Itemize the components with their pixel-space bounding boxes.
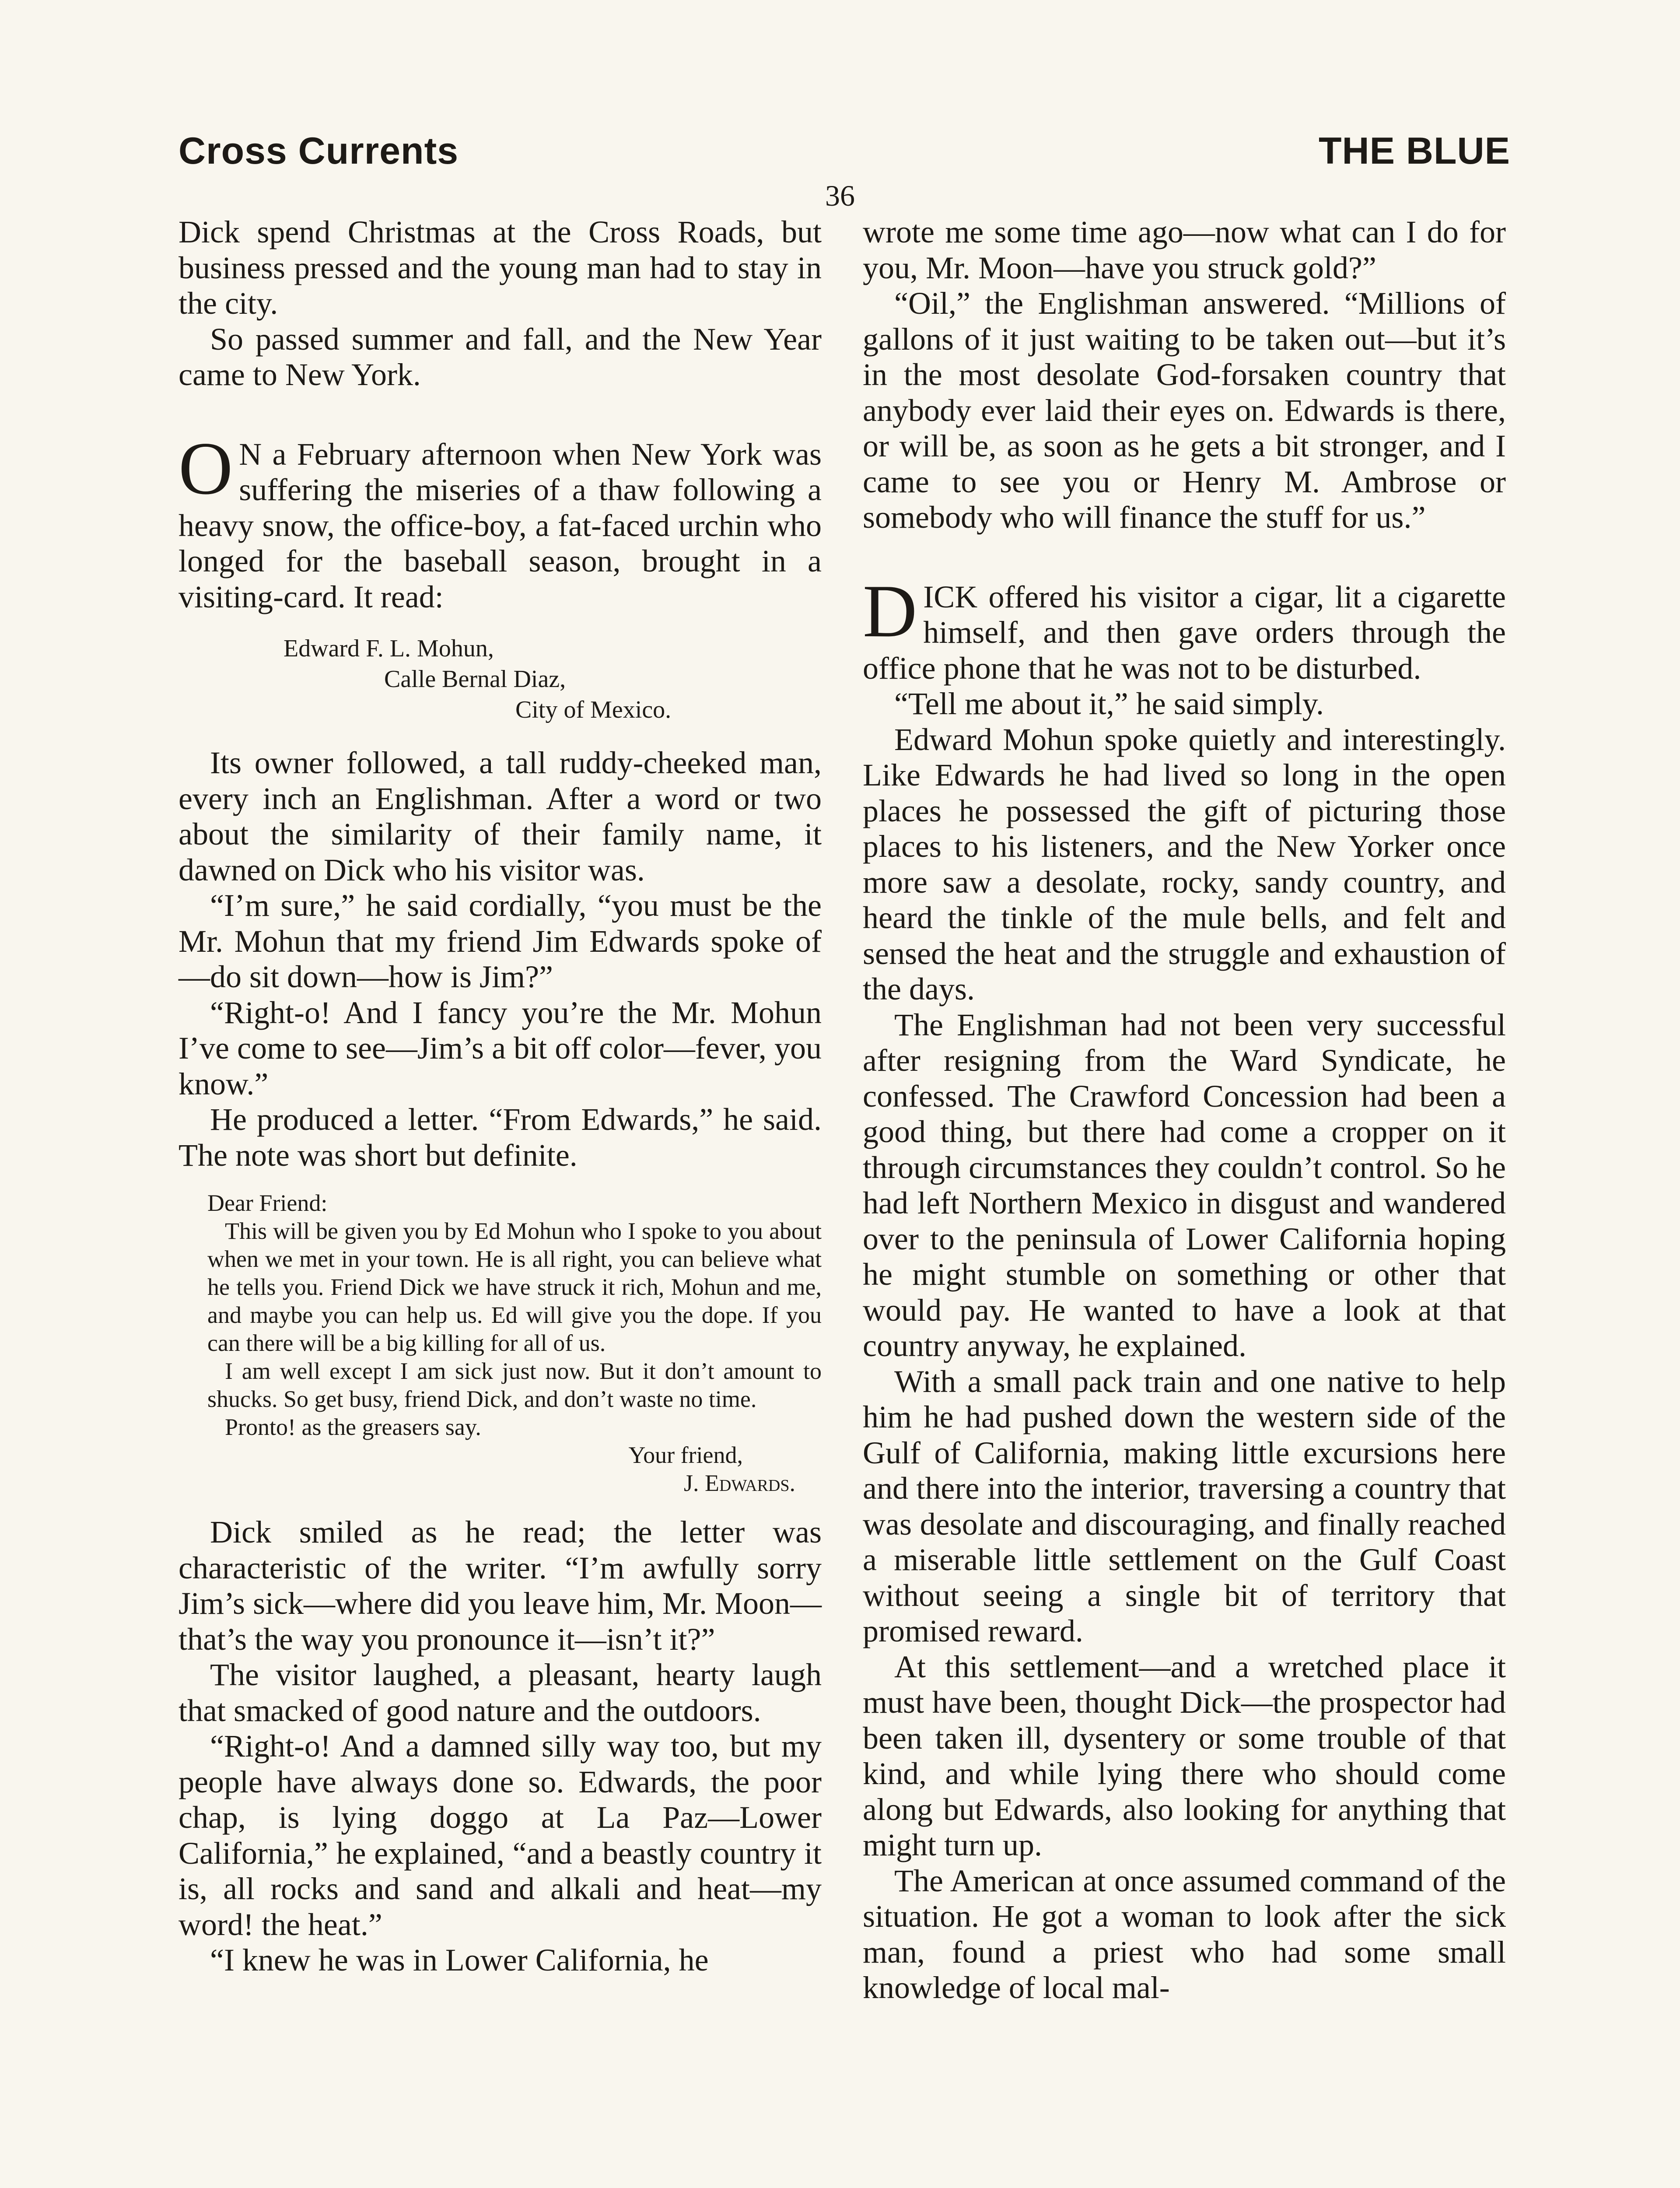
paragraph-text: N a February afternoon when New York was suffering the miseries of a thaw following a heavy snow, the office-boy, a fat-faced urchin who longed for the baseball season, brought in a visiting-card. It read: xyxy=(178,436,822,614)
card-city: City of Mexico. xyxy=(515,696,672,723)
card-name: Edward F. L. Mohun, xyxy=(284,635,494,662)
running-header xyxy=(178,127,1510,175)
paragraph: The visitor laughed, a pleasant, hearty laugh that smacked of good nature and the outdoors. xyxy=(178,1657,822,1728)
paragraph: Dick smiled as he read; the letter was characteristic of the writer. “I’m awfully sorry Jim’s sick—where did you leave him, Mr. Moon—that’s the way you pronounce it—isn’t it?” xyxy=(178,1515,822,1657)
paragraph: wrote me some time ago—now what can I do for you, Mr. Moon—have you struck gold?” xyxy=(863,214,1506,285)
paragraph: “Oil,” the Englishman answered. “Millions of gallons of it just waiting to be taken out—but it’s in the most desolate God-forsaken country that anybody ever laid their eyes on. Edwards is there, or will be, as soon as he gets a bit stronger, and I came to see you or Henry M. Ambrose or somebody who will finance the stuff for us.” xyxy=(863,286,1506,535)
paragraph: “Tell me about it,” he said simply. xyxy=(894,686,1324,721)
paragraph: “I’m sure,” he said cordially, “you must be the Mr. Mohun that my friend Jim Edwards spoke of—do sit down—how is Jim?” xyxy=(178,888,822,994)
letter-signature: J. Edwards. xyxy=(684,1470,795,1496)
page-number: 36 xyxy=(825,179,855,212)
visiting-card xyxy=(178,633,822,725)
story-title: Cross Currents xyxy=(178,130,459,172)
drop-cap: O xyxy=(178,427,233,510)
card-street: Calle Bernal Diaz, xyxy=(384,666,566,693)
paragraph: Dick spend Christmas at the Cross Roads, but business pressed and the young man had to stay in the city. xyxy=(178,214,822,321)
letter-salutation: Dear Friend: xyxy=(207,1190,328,1216)
letter-body xyxy=(178,1217,822,1441)
paragraph-text: ICK offered his visitor a cigar, lit a cigarette himself, and then gave orders through the office phone that he was not to be disturbed. xyxy=(863,579,1506,686)
paragraph: Edward Mohun spoke quietly and interestingly. Like Edwards he had lived so long in the open places he possessed the gift of picturing those places to his listeners, and the New Yorker once more saw a desolate, rocky, sandy country, and heard the tinkle of the mule bells, and felt and sensed the heat and the struggle and exhaustion of the days. xyxy=(863,722,1506,1006)
letter-paragraph: This will be given you by Ed Mohun who I spoke to you about when we met in your town. He is all right, you can believe what he tells you. Friend Dick we have struck it rich, Mohun and me, and maybe you can help us. Ed will give you the dope. If you can there will be a big killing for all of us. xyxy=(207,1218,822,1356)
letter-paragraph: I am well except I am sick just now. But it don’t amount to shucks. So get busy, friend Dick, and don’t waste no time. xyxy=(207,1358,822,1412)
paragraph: Its owner followed, a tall ruddy-cheeked man, every inch an Englishman. After a word or two about the similarity of their family name, it dawned on Dick who his visitor was. xyxy=(178,745,822,887)
letter-paragraph: Pronto! as the greasers say. xyxy=(225,1414,481,1440)
paragraph: At this settlement—and a wretched place it must have been, thought Dick—the prospector had been taken ill, dysentery or some trouble of that kind, and while lying there who should come along but Edwards, also looking for anything that might turn up. xyxy=(863,1649,1506,1862)
paragraph: “Right-o! And I fancy you’re the Mr. Mohun I’ve come to see—Jim’s a bit off color—fever, you know.” xyxy=(178,995,822,1101)
paragraph: “Right-o! And a damned silly way too, but my people have always done so. Edwards, the poor chap, is lying doggo at La Paz—Lower California,” he explained, “and a beastly country it is, all rocks and sand and alkali and heat—my word! the heat.” xyxy=(178,1729,822,1942)
drop-cap: D xyxy=(863,569,917,653)
right-column xyxy=(863,214,1506,2006)
quoted-letter xyxy=(178,1189,822,1497)
paragraph: He produced a letter. “From Edwards,” he said. The note was short but definite. xyxy=(178,1102,822,1173)
left-column xyxy=(178,214,822,1978)
paragraph: With a small pack train and one native to help him he had pushed down the western side of the Gulf of California, making little excursions here and there into the interior, traversing a country that was desolate and discouraging, and finally reached a miserable little settlement on the Gulf Coast without seeing a single bit of territory that promised reward. xyxy=(863,1364,1506,1648)
paragraph: The Englishman had not been very successful after resigning from the Ward Syndicate, he confessed. The Crawford Concession had been a good thing, but there had come a cropper on it through circumstances they couldn’t control. So he had left Northern Mexico in disgust and wandered over to the peninsula of Lower California hoping he might stumble on something or other that would pay. He wanted to have a look at that country anyway, he explained. xyxy=(863,1007,1506,1363)
section-break xyxy=(178,393,822,437)
letter-closing: Your friend, xyxy=(628,1442,743,1468)
paragraph-dropcap xyxy=(863,569,1506,687)
paragraph: The American at once assumed command of the situation. He got a woman to look after the sick man, found a priest who had some small knowledge of local mal- xyxy=(863,1863,1506,2005)
paragraph: So passed summer and fall, and the New Year came to New York. xyxy=(178,321,822,392)
section-break xyxy=(863,536,1506,579)
paragraph-dropcap xyxy=(178,427,822,615)
magazine-section: THE BLUE xyxy=(1319,130,1510,172)
paragraph: “I knew he was in Lower California, he xyxy=(210,1943,709,1978)
